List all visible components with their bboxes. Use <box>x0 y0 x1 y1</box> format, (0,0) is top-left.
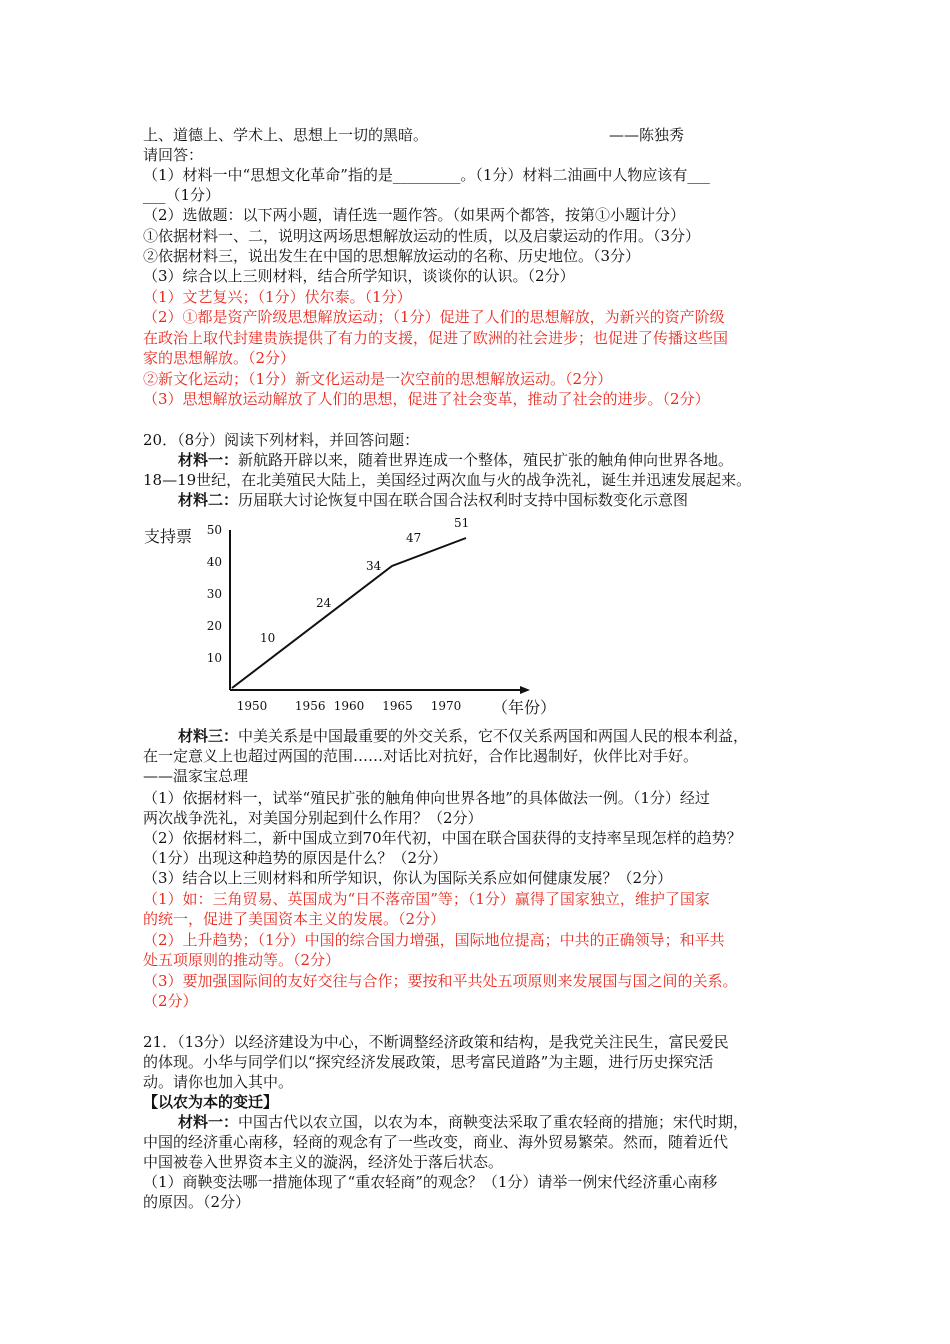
q21-q1-line1: （1）商鞅变法哪一措施体现了“重农轻商”的观念？（1分）请举一例宋代经济重心南移 <box>143 1173 718 1191</box>
chart-xtick-label: 1960 <box>333 699 365 713</box>
material3-text: 中美关系是中国最重要的外交关系，它不仅关系两国和两国人民的根本利益， <box>238 727 749 745</box>
chart-data-label: 24 <box>316 596 332 610</box>
q21-section-title: 【以农为本的变迁】 <box>143 1093 279 1111</box>
chart-ylabel: 支持票 <box>144 527 193 546</box>
q20-material3-line2: 在一定意义上也超过两国的范围……对话比对抗好，合作比遏制好，伙伴比对手好。 <box>143 747 699 765</box>
quote-author: ——陈独秀 <box>609 126 685 144</box>
q20-material1 <box>178 450 733 470</box>
q20-answer2-line2: 处五项原则的推动等。（2分） <box>143 951 341 969</box>
q20-head: 20．（8分）阅读下列材料，并回答问题： <box>143 431 420 449</box>
support-votes-chart <box>140 512 560 724</box>
chart-xtick-label: 1965 <box>382 699 413 713</box>
material1-text: 新航路开辟以来，随着世界连成一个整体，殖民扩张的触角伸向世界各地。 <box>238 451 734 469</box>
material3-label: 材料三： <box>178 727 239 745</box>
chart-ytick-label: 20 <box>206 619 222 633</box>
q20-q3: （3）结合以上三则材料和所学知识，你认为国际关系应如何健康发展？（2分） <box>143 869 673 887</box>
q19-q3: （3）综合以上三则材料，结合所学知识，谈谈你的认识。（2分） <box>143 267 575 285</box>
q21-material1-text: 中国古代以农立国，以农为本，商鞅变法采取了重农轻商的措施；宋代时期， <box>238 1113 749 1131</box>
material1-label: 材料一： <box>178 451 239 469</box>
q20-material3 <box>178 726 748 746</box>
q19-answer1: （1）文艺复兴；（1分）伏尔泰。（1分） <box>143 288 412 306</box>
q21-head-line1: 21．（13分）以经济建设为中心，不断调整经济政策和结构，是我党关注民生，富民爱民 <box>143 1033 729 1051</box>
q20-answer3-line2: （2分） <box>143 992 198 1010</box>
q19-q2-option1: ①依据材料一、二，说明这两场思想解放运动的性质，以及启蒙运动的作用。（3分） <box>143 227 701 245</box>
q21-head-line2: 的体现。小华与同学们以“探究经济发展政策，思考富民道路”为主题，进行历史探究活 <box>143 1053 714 1071</box>
q21-material1-label: 材料一： <box>178 1113 239 1131</box>
chart-xtick-label: 1970 <box>430 699 462 713</box>
chart-data-label: 34 <box>366 559 382 573</box>
q21-q1-line2: 的原因。（2分） <box>143 1193 251 1211</box>
chart-data-label: 51 <box>454 516 470 530</box>
chart-xlabel: （年份） <box>492 698 557 717</box>
q19-q1-line2: ___（1分） <box>143 186 221 204</box>
q20-q1-line2: 两次战争洗礼，对美国分别起到什么作用？（2分） <box>143 809 483 827</box>
q21-material1 <box>178 1112 748 1132</box>
q20-q2-line1: （2）依据材料二，新中国成立到70年代初，中国在联合国获得的支持率呈现怎样的趋势？ <box>143 829 742 847</box>
q20-answer3-line1: （3）要加强国际间的友好交往与合作；要按和平共处五项原则来发展国与国之间的关系。 <box>143 972 738 990</box>
q19-answer2-option2: ②新文化运动；（1分）新文化运动是一次空前的思想解放运动。（2分） <box>143 370 613 388</box>
q19-prompt: 请回答： <box>143 146 204 164</box>
q21-material1-line2: 中国的经济重心南移，轻商的观念有了一些改变，商业、海外贸易繁荣。然而，随着近代 <box>143 1133 729 1151</box>
q20-q2-line2: （1分）出现这种趋势的原因是什么？（2分） <box>143 849 448 867</box>
quote-text: 上、道德上、学术上、思想上一切的黑暗。 <box>143 126 429 144</box>
chart-ytick-label: 30 <box>206 587 222 601</box>
q20-material1-line2: 18—19世纪，在北美殖民大陆上，美国经过两次血与火的战争洗礼，诞生并迅速发展起来。 <box>143 471 752 489</box>
q19-q2: （2）选做题：以下两小题，请任选一题作答。（如果两个都答，按第①小题计分） <box>143 206 686 224</box>
q20-material3-source: ——温家宝总理 <box>143 767 249 785</box>
chart-xtick-label: 1956 <box>294 699 326 713</box>
q19-q2-option2: ②依据材料三，说出发生在中国的思想解放运动的名称、历史地位。（3分） <box>143 247 641 265</box>
chart-x-arrow <box>520 686 530 694</box>
chart-ytick-label: 10 <box>206 651 222 665</box>
quote-line <box>143 125 685 145</box>
q21-material1-line3: 中国被卷入世界资本主义的漩涡，经济处于落后状态。 <box>143 1153 504 1171</box>
q20-answer1-line2: 的统一，促进了美国资本主义的发展。（2分） <box>143 910 446 928</box>
chart-series-line <box>232 538 466 688</box>
chart-data-label: 10 <box>260 631 276 645</box>
q19-answer3: （3）思想解放运动解放了人们的思想，促进了社会变革，推动了社会的进步。（2分） <box>143 390 710 408</box>
q19-answer2-line1: （2）①都是资产阶级思想解放运动；（1分）促进了人们的思想解放，为新兴的资产阶级 <box>143 308 725 326</box>
q20-material2 <box>178 490 688 510</box>
chart-ytick-label: 40 <box>206 555 222 569</box>
q20-answer2-line1: （2）上升趋势；（1分）中国的综合国力增强，国际地位提高；中共的正确领导；和平共 <box>143 931 725 949</box>
material2-text: 历届联大讨论恢复中国在联合国合法权利时支持中国标数变化示意图 <box>238 491 689 509</box>
chart-xtick-label: 1950 <box>236 699 268 713</box>
q20-q1-line1: （1）依据材料一，试举“殖民扩张的触角伸向世界各地”的具体做法一例。（1分）经过 <box>143 789 710 807</box>
q19-answer2-line2: 在政治上取代封建贵族提供了有力的支援，促进了欧洲的社会进步；也促进了传播这些国 <box>143 329 729 347</box>
q21-head-line3: 动。请你也加入其中。 <box>143 1073 294 1091</box>
q19-answer2-line3: 家的思想解放。（2分） <box>143 349 296 367</box>
q20-answer1-line1: （1）如：三角贸易、英国成为“日不落帝国”等；（1分）赢得了国家独立，维护了国家 <box>143 890 710 908</box>
chart-ytick-label: 50 <box>206 523 222 537</box>
chart-data-label: 47 <box>406 531 422 545</box>
q19-q1-line1: （1）材料一中“思想文化革命”指的是_________。（1分）材料二油画中人物应该有___ <box>143 166 710 184</box>
material2-label: 材料二： <box>178 491 239 509</box>
